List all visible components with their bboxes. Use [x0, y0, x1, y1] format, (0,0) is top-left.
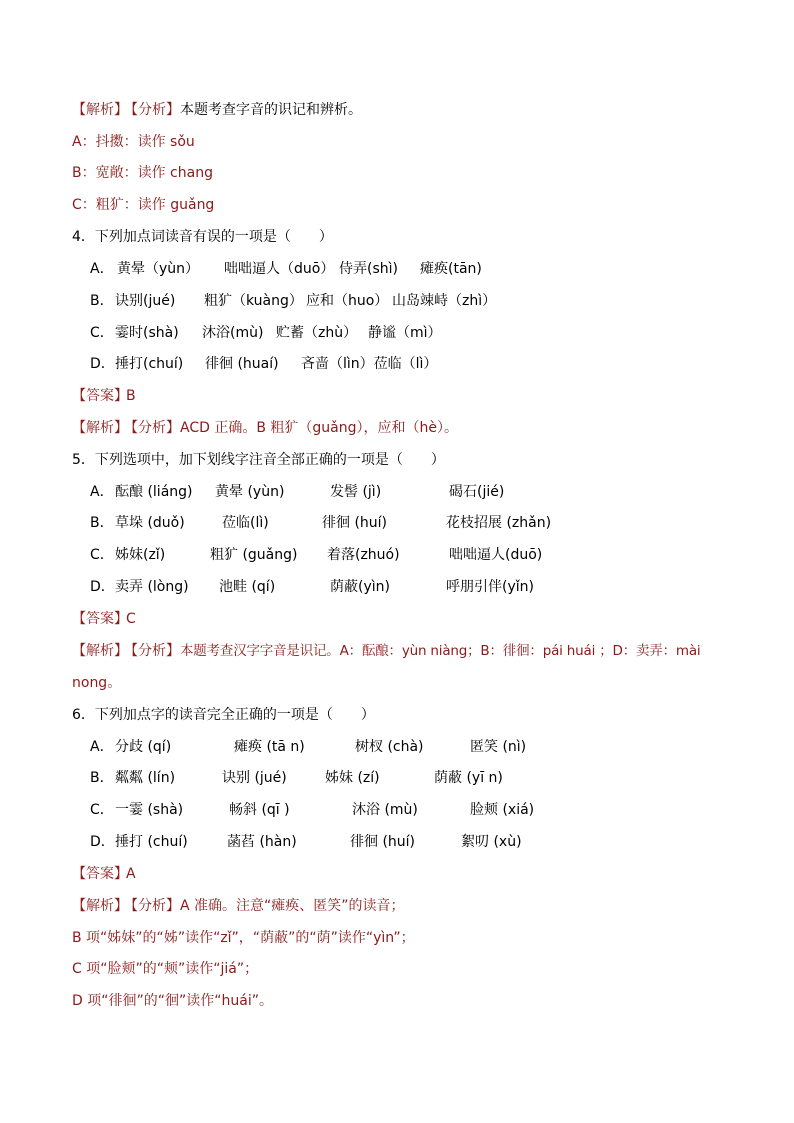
document-page: 【解析】 【分析】 本题考查字音的识记和辨析。 A：抖擞：读作 sǒu B：宽敞：读作 chang C：粗犷：读作 guǎng 4．下列加点词读音有误的一项是（ ） A． 黄晕（yùn） 咄咄逼人（duō） 侍弄(shì) 瘫痪(tān) B． 诀别(jué) 粗犷（kuàng） 应和（huo） 山岛竦峙（zhì） C． 霎时(shà) 沐浴(mù) 贮蓄（zhù） 静谧（mì） D． 捶打(chuí) 徘徊 (huaí) 吝啬（lìn）莅临（lì） 【答案】 B 【解析】 【分析】 ACD 正确。B 粗犷（guǎng），应和（hè）。 5．下列选项中，加下划线字注音全部正确的一项是（ ） A． 酝酿 (liáng) 黄晕 (yùn) 发髻 (jì) 碣石(jié) B． 草垛 (duǒ) 莅临(lì) 徘徊 (huí) 花枝招展 (zhǎn) C． 姊妹(zǐ) 粗犷 (guǎng) 着落(zhuó) 咄咄逼人(duō) D． 卖弄 (lòng) 池畦 (qí) 荫蔽(yìn) 呼朋引伴(yǐn) 【答案】 C 【解析】 【分析】 本题考查汉字字音是识记。A：酝酿：yùn niàng；B：徘徊：pái huái ；D：卖弄：mài nong。 6．下列加点字的读音完全正确的一项是（ ） A． 分歧 (qí) 瘫痪 (tā n) 树杈 (chà) 匿笑 (nì) B． 粼粼 (lín) 诀别 (jué) 姊妹 (zí) 荫蔽 (yī n) C． 一霎 (shà) 畅斜 (qī ) 沐浴 (mù) 脸颊 (xiá) D． 捶打 (chuí) 菡萏 (hàn) 徘徊 (huí) 絮叨 (xù) 【答案】 A 【解析】 【分析】 A 准确。注意“瘫痪、匿笑”的读音； B 项“姊妹”的“姊”读作“zǐ”，“荫蔽”的“荫”读作“yìn”； C 项“脸颊”的“颊”读作“jiá”； D 项“徘徊”的“徊”读作“huái”。: [0, 0, 794, 1123]
option-letter: B．: [90, 770, 114, 786]
option-letter: D．: [90, 579, 115, 595]
option-letter: C．: [90, 802, 114, 818]
answer-value: C: [126, 611, 136, 627]
option-letter: A．: [90, 484, 114, 500]
tag-fenxi: 【分析】: [124, 898, 180, 914]
option-letter: C．: [90, 547, 114, 563]
option-letter: A．: [90, 739, 114, 755]
tag-fenxi: 【分析】: [124, 102, 180, 118]
analysis-text: 本题考查字音的识记和辨析。: [180, 102, 362, 118]
option-letter: B．: [90, 515, 114, 531]
tag-jiexi: 【解析】: [72, 102, 128, 118]
option-letter: C．: [90, 325, 114, 341]
tag-daan: 【答案】: [72, 866, 128, 882]
option-letter: D．: [90, 834, 115, 850]
answer-value: B: [126, 388, 136, 404]
option-letter: D．: [90, 356, 115, 372]
analysis-text: 本题考查汉字字音是识记。A：酝酿：yùn niàng；B：徘徊：pái huái ；D：卖弄：mài: [180, 643, 701, 659]
answer-value: A: [126, 866, 136, 882]
tag-jiexi: 【解析】: [72, 898, 128, 914]
analysis-text: A 准确。注意“瘫痪、匿笑”的读音；: [180, 898, 405, 914]
tag-jiexi: 【解析】: [72, 420, 128, 436]
tag-daan: 【答案】: [72, 388, 128, 404]
option-letter: A．: [90, 261, 114, 277]
tag-daan: 【答案】: [72, 611, 128, 627]
tag-fenxi: 【分析】: [124, 420, 180, 436]
option-letter: B．: [90, 293, 114, 309]
analysis-text: ACD 正确。B 粗犷（guǎng），应和（hè）。: [180, 420, 458, 436]
tag-jiexi: 【解析】: [72, 643, 128, 659]
tag-fenxi: 【分析】: [124, 643, 180, 659]
